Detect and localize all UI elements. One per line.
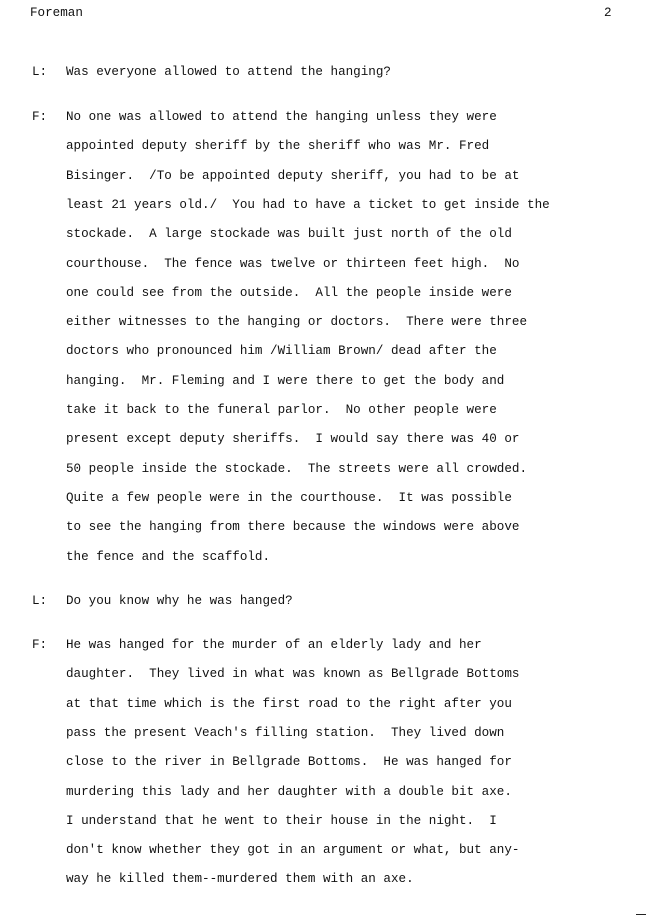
text-line: least 21 years old./ You had to have a ticket to get inside the bbox=[66, 197, 550, 212]
header-name: Foreman bbox=[30, 6, 83, 20]
text-line: take it back to the funeral parlor. No other people were bbox=[66, 403, 497, 417]
text-line: Do you know why he was hanged? bbox=[66, 594, 293, 608]
text-line: Quite a few people were in the courthouse. It was possible bbox=[66, 490, 512, 505]
speaker-label: L: bbox=[32, 65, 48, 79]
text-line: stockade. A large stockade was built just north of the old bbox=[66, 227, 512, 242]
page-number: 2 bbox=[604, 6, 612, 20]
text-line: to see the hanging from there because the windows were above bbox=[66, 520, 520, 535]
speaker-label: F: bbox=[32, 638, 48, 652]
text-line: courthouse. The fence was twelve or thirteen feet high. No bbox=[66, 256, 520, 271]
text-line: either witnesses to the hanging or doctors. There were three bbox=[66, 315, 528, 330]
text-line: doctors who pronounced him /William Brown/ dead after the bbox=[66, 344, 497, 359]
text-line: close to the river in Bellgrade Bottoms. He was hanged for bbox=[66, 755, 512, 770]
speaker-label: F: bbox=[32, 110, 48, 124]
text-line: hanging. Mr. Fleming and I were there to get the body and bbox=[66, 373, 505, 388]
text-line: daughter. They lived in what was known as Bellgrade Bottoms bbox=[66, 667, 520, 682]
text-line: I understand that he went to their house in the night. I bbox=[66, 813, 497, 828]
text-line: present except deputy sheriffs. I would say there was 40 or bbox=[66, 432, 520, 447]
text-line: at that time which is the first road to the right after you bbox=[66, 696, 512, 711]
text-line: 50 people inside the stockade. The streets were all crowded. bbox=[66, 461, 528, 476]
text-line: Was everyone allowed to attend the hanging? bbox=[66, 65, 391, 79]
text-line: appointed deputy sheriff by the sheriff who was Mr. Fred bbox=[66, 139, 490, 154]
scan-mark bbox=[636, 914, 646, 915]
text-line: No one was allowed to attend the hanging unless they were bbox=[66, 110, 497, 124]
text-line: don't know whether they got in an argument or what, but any- bbox=[66, 843, 520, 858]
text-line: pass the present Veach's filling station. They lived down bbox=[66, 725, 505, 740]
text-line: Bisinger. /To be appointed deputy sheriff, you had to be at bbox=[66, 168, 520, 183]
speaker-label: L: bbox=[32, 594, 48, 608]
text-line: way he killed them--murdered them with an axe. bbox=[66, 872, 414, 887]
text-line: the fence and the scaffold. bbox=[66, 549, 271, 564]
text-line: He was hanged for the murder of an elderly lady and her bbox=[66, 638, 482, 652]
text-line: one could see from the outside. All the people inside were bbox=[66, 285, 512, 300]
text-line: murdering this lady and her daughter with a double bit axe. bbox=[66, 784, 512, 799]
